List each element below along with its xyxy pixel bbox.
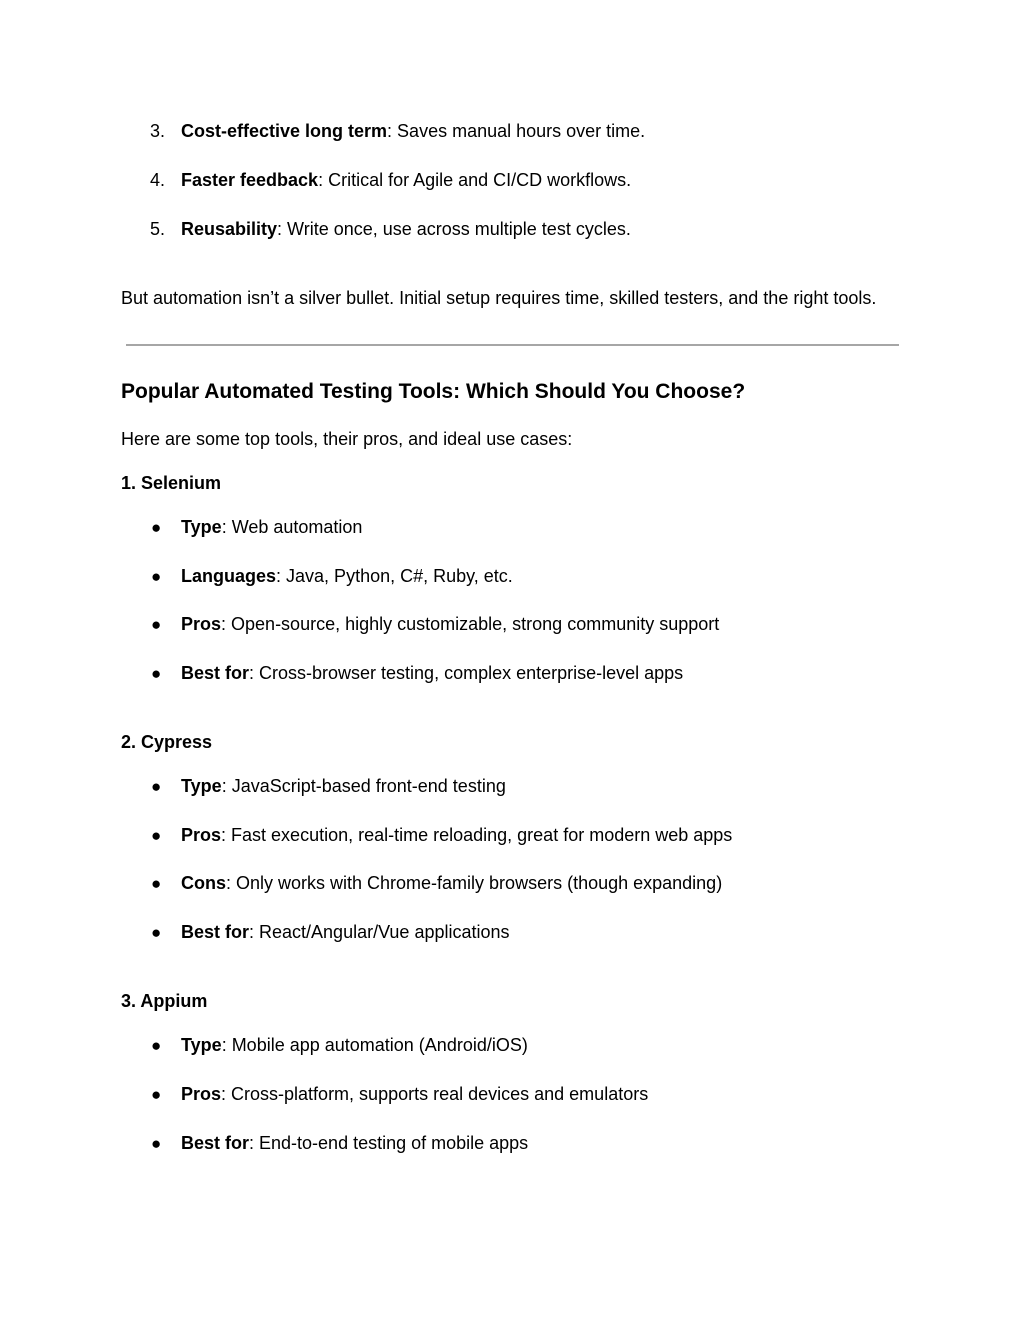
bullet-item <box>181 613 719 635</box>
list-number: 3. <box>150 121 166 141</box>
bullet-item-term: Type <box>181 1035 222 1055</box>
bullet-item-term: Pros <box>181 825 222 845</box>
bullet-icon: ● <box>151 664 162 683</box>
bullet-item-text: : Web automation <box>221 517 363 537</box>
bullet-item-term: Pros <box>181 1084 222 1104</box>
bullet-item-term: Type <box>181 776 222 796</box>
bullet-item <box>181 824 732 846</box>
bullet-icon: ● <box>151 1085 162 1104</box>
bullet-item-text: : Open-source, highly customizable, strong community support <box>221 614 720 634</box>
bullet-item-text: : Mobile app automation (Android/iOS) <box>221 1035 528 1055</box>
bullet-item <box>181 1083 648 1105</box>
list-item <box>181 120 645 142</box>
bullet-item-text: : End-to-end testing of mobile apps <box>249 1133 529 1153</box>
bullet-item-text: : Java, Python, C#, Ruby, etc. <box>276 566 513 586</box>
horizontal-divider <box>126 344 899 346</box>
bullet-item <box>181 662 683 684</box>
bullet-item <box>181 921 510 943</box>
list-item-text: : Write once, use across multiple test cycles. <box>277 219 631 239</box>
bullet-icon: ● <box>151 1036 162 1055</box>
bullet-item <box>181 1034 528 1056</box>
bullet-item <box>181 1132 528 1154</box>
list-item <box>181 218 631 240</box>
bullet-icon: ● <box>151 923 162 942</box>
bullet-icon: ● <box>151 518 162 537</box>
tool-heading-selenium: 1. Selenium <box>121 473 222 493</box>
section-intro: Here are some top tools, their pros, and ideal use cases: <box>121 429 573 449</box>
bullet-icon: ● <box>151 1134 162 1153</box>
bullet-item <box>181 775 506 797</box>
bullet-icon: ● <box>151 777 162 796</box>
bullet-item-text: : Cross-browser testing, complex enterprise-level apps <box>249 663 684 683</box>
bullet-icon: ● <box>151 874 162 893</box>
bullet-item <box>181 872 722 894</box>
bullet-icon: ● <box>151 615 162 634</box>
section-heading: Popular Automated Testing Tools: Which Should You Choose? <box>121 380 746 403</box>
list-item-text: : Critical for Agile and CI/CD workflows. <box>318 170 632 190</box>
list-item-term: Faster feedback <box>181 170 319 190</box>
list-number: 5. <box>150 219 166 239</box>
bullet-item-term: Best for <box>181 922 250 942</box>
bullet-icon: ● <box>151 826 162 845</box>
list-item-term: Reusability <box>181 219 278 239</box>
list-item-text: : Saves manual hours over time. <box>387 121 646 141</box>
bullet-item-term: Languages <box>181 566 277 586</box>
list-item-term: Cost-effective long term <box>181 121 388 141</box>
tool-heading-appium: 3. Appium <box>121 991 208 1011</box>
bullet-item-text: : React/Angular/Vue applications <box>249 922 510 942</box>
tool-heading-cypress: 2. Cypress <box>121 732 213 752</box>
bullet-item-term: Type <box>181 517 222 537</box>
bullet-item-term: Cons <box>181 873 226 893</box>
bullet-icon: ● <box>151 567 162 586</box>
bullet-item-text: : Fast execution, real-time reloading, great for modern web apps <box>221 825 733 845</box>
bullet-item-term: Best for <box>181 663 250 683</box>
list-item <box>181 169 631 191</box>
list-number: 4. <box>150 170 166 190</box>
bullet-item-term: Pros <box>181 614 222 634</box>
bullet-item <box>181 565 513 587</box>
bullet-item <box>181 516 362 538</box>
bullet-item-text: : Cross-platform, supports real devices and emulators <box>221 1084 649 1104</box>
bullet-item-term: Best for <box>181 1133 250 1153</box>
caveat-paragraph: But automation isn’t a silver bullet. Initial setup requires time, skilled testers, and the right tools. <box>121 288 877 308</box>
bullet-item-text: : JavaScript-based front-end testing <box>221 776 506 796</box>
bullet-item-text: : Only works with Chrome-family browsers (though expanding) <box>226 873 723 893</box>
